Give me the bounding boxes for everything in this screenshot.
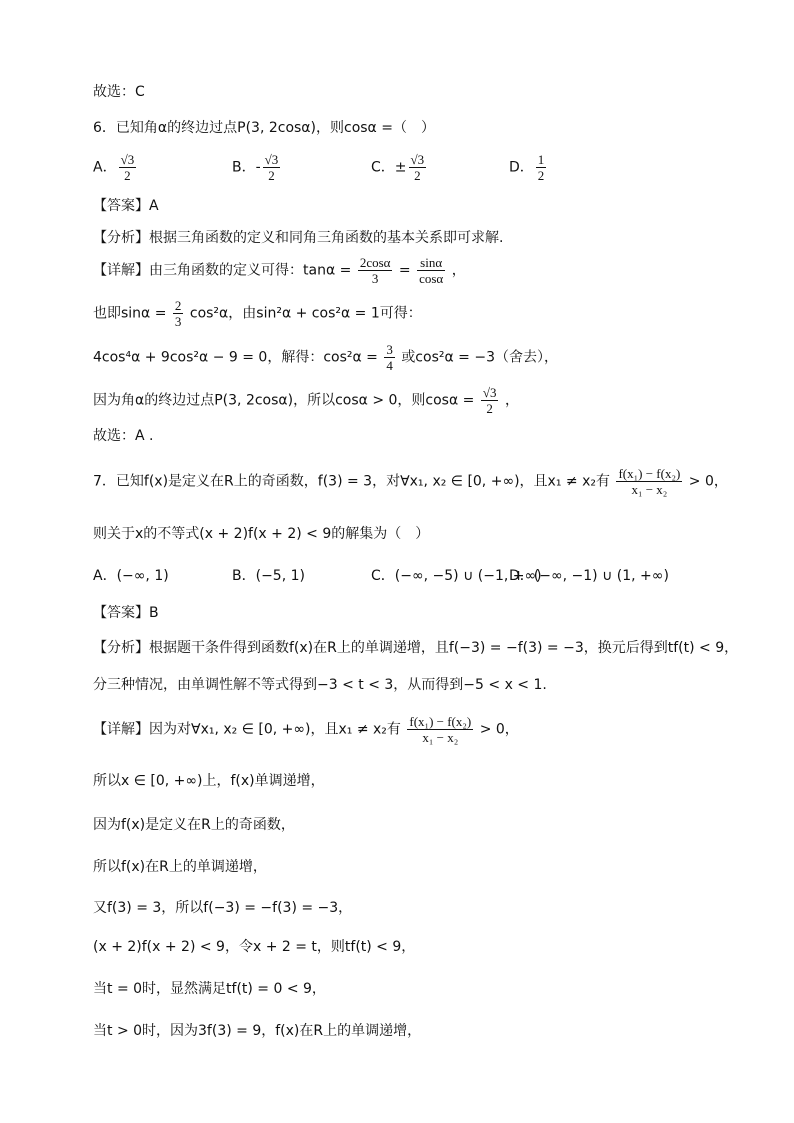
question-7-detail-6: (x + 2)f(x + 2) < 9，令x + 2 = t，则tf(t) < 9， [93,939,416,955]
question-7-detail-1: 【详解】因为对∀x₁, x₂ ∈ [0, +∞)，且x₁ ≠ x₂有 $\frac{\text{f(x₁) − f(x₂)}}{\text{x₁ − x₂}}$ > 0， [93,714,519,745]
question-6-detail-3: 4cos⁴α + 9cos²α − 9 = 0，解得：cos²α = $\frac{3}{4}$ 或cos²α = −3（舍去）， [93,342,558,373]
question-7-detail-8: 当t > 0时，因为3f(3) = 9，f(x)在R上的单调递增， [93,1023,422,1039]
option-a [93,152,138,183]
option-d-fraction: $\frac{1}{2}$ [537,152,545,183]
question-6-stem: 6．已知角α的终边过点P(3, 2cosα)，则cosα =（ ） [93,120,435,136]
question-7-detail-5: 又f(3) = 3，所以f(−3) = −f(3) = −3， [93,900,353,916]
question-7-analysis-1: 【分析】根据题干条件得到函数f(x)在R上的单调递增，且f(−3) = −f(3) = −3，换元后得到tf(t) < 9， [93,640,739,656]
question-7-detail-3: 因为f(x)是定义在R上的奇函数， [93,817,295,833]
option-b-fraction: $\frac{√3}{2}$ [264,152,279,183]
option-a-fraction: $\frac{√3}{2}$ [120,152,135,183]
q7-option-c: C．(−∞, −5) ∪ (−1, +∞) [371,568,542,584]
option-a-label: A． [93,159,117,176]
question-7-detail-2: 所以x ∈ [0, +∞)上，f(x)单调递增， [93,773,325,789]
question-6-end: 故选：A . [93,428,154,444]
question-7-stem: 7．已知f(x)是定义在R上的奇函数，f(3) = 3，对∀x₁, x₂ ∈ [0, +∞)，且x₁ ≠ x₂有 $\frac{\text{f(x₁) − f(x₂)}}{\text{x₁ − x₂}}$ > 0， [93,466,728,497]
question-7-detail-7: 当t = 0时，显然满足tf(t) = 0 < 9， [93,981,326,997]
question-6-detail-4: 因为角α的终边过点P(3, 2cosα)，所以cosα > 0，则cosα = $\frac{√3}{2}$ ， [93,385,519,416]
option-c-fraction: $\frac{√3}{2}$ [410,152,425,183]
option-d-label: D． [509,159,534,176]
q7-option-b: B．(−5, 1) [232,568,305,584]
question-7-analysis-2: 分三种情况，由单调性解不等式得到−3 < t < 3，从而得到−5 < x < 1. [93,677,547,693]
question-6-answer: 【答案】A [93,198,159,214]
question-6-analysis: 【分析】根据三角函数的定义和同角三角函数的基本关系即可求解. [93,230,504,246]
option-b-label: B．- [232,159,261,176]
option-b [232,152,282,183]
q7-option-d: D．(−∞, −1) ∪ (1, +∞) [509,568,669,584]
option-c [371,152,428,183]
answer-line-q5: 故选：C [93,84,145,100]
question-6-detail-2: 也即sinα = $\frac{2}{3}$ cos²α，由sin²α + cos²α = 1可得： [93,298,422,329]
option-d [509,152,548,183]
option-c-label: C．± [371,159,407,176]
question-7-detail-4: 所以f(x)在R上的单调递增， [93,859,267,875]
question-7-answer: 【答案】B [93,605,159,621]
question-7-stem-2: 则关于x的不等式(x + 2)f(x + 2) < 9的解集为（ ） [93,526,430,542]
question-6-detail-1: 【详解】由三角函数的定义可得：tanα = $\frac{2\cos\alpha}{3}$ = $\frac{\sin\alpha}{\cos\alpha}$ ， [93,255,466,286]
q7-option-a: A．(−∞, 1) [93,568,169,584]
